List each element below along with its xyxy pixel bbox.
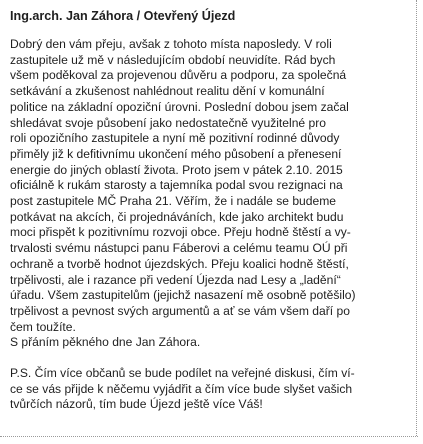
article [10,8,392,413]
text-line: shledávat svoje působení jako nedostatečně využitelné pro [10,115,326,130]
text-line: všem poděkoval za projevenou důvěru a podporu, za společná [10,68,347,83]
text-line: Dobrý den vám přeju, avšak z tohoto místa naposledy. V roli [10,37,332,51]
vertical-dotted-divider [416,0,417,436]
text-line: trpělivosti, ale i razance při vedení Újezda nad Lesy a „ladění“ [10,272,341,287]
text-line: potkávat na akcích, či projednáváních, kde jako architekt budu [10,209,344,224]
article-title: Ing.arch. Jan Záhora / Otevřený Újezd [10,9,236,23]
farewell-paragraph [10,37,392,351]
text-line: politice na základní opoziční úrovni. Poslední dobou jsem začal [10,99,349,114]
text-line: moci přispět k pozitivnímu rozvoji obce. Přeju hodně štěstí a vy- [10,225,351,240]
text-line: ochraně a tvorbě hodnot újezdských. Přeju koalici hodně štěstí, [10,256,349,271]
text-line: energie do jiných oblastí života. Proto jsem v pátek 2.10. 2015 [10,162,343,177]
text-line: post zastupitele MČ Praha 21. Věřím, že i nadále se budeme [10,194,337,209]
text-line: ce se vás přijde k něčemu vyjádřit a čím více bude slyšet vašich [10,381,353,396]
text-line: úřadu. Všem zastupitelům (jejichž nasazení mě osobně potěšilo) [10,288,356,303]
text-line: setkávání a zkušenost nahlédnout realitu dění v komunální [10,84,325,99]
postscript-paragraph [10,366,392,413]
text-line: zastupitele už mě v následujícím období neuvidíte. Rád bych [10,52,336,67]
text-line: přiměly již k defitivnímu ukončení mého působení a přenesení [10,146,342,161]
text-line: tvůrčích názorů, tím bude Újezd ještě více Váš! [10,397,263,412]
text-line: roli opozičního zastupitele a nyní mě pozitivní rodinné důvody [10,131,340,146]
text-line: čem toužíte. [10,319,76,334]
text-line: trpělivost a pevnost svých argumentů a ať se vám všem daří po [10,303,350,318]
article-body [10,37,392,413]
text-line: S přáním pěkného dne Jan Záhora. [10,335,201,350]
horizontal-dotted-divider [0,436,418,437]
text-line: oficiálně k rukám starosty a tajemníka podal svou rezignaci na [10,178,343,193]
text-line: P.S. Čím více občanů se bude podílet na veřejné diskusi, čím ví- [10,366,355,381]
text-line: trvalosti svému nástupci panu Fáberovi a celému teamu OÚ při [10,241,348,256]
